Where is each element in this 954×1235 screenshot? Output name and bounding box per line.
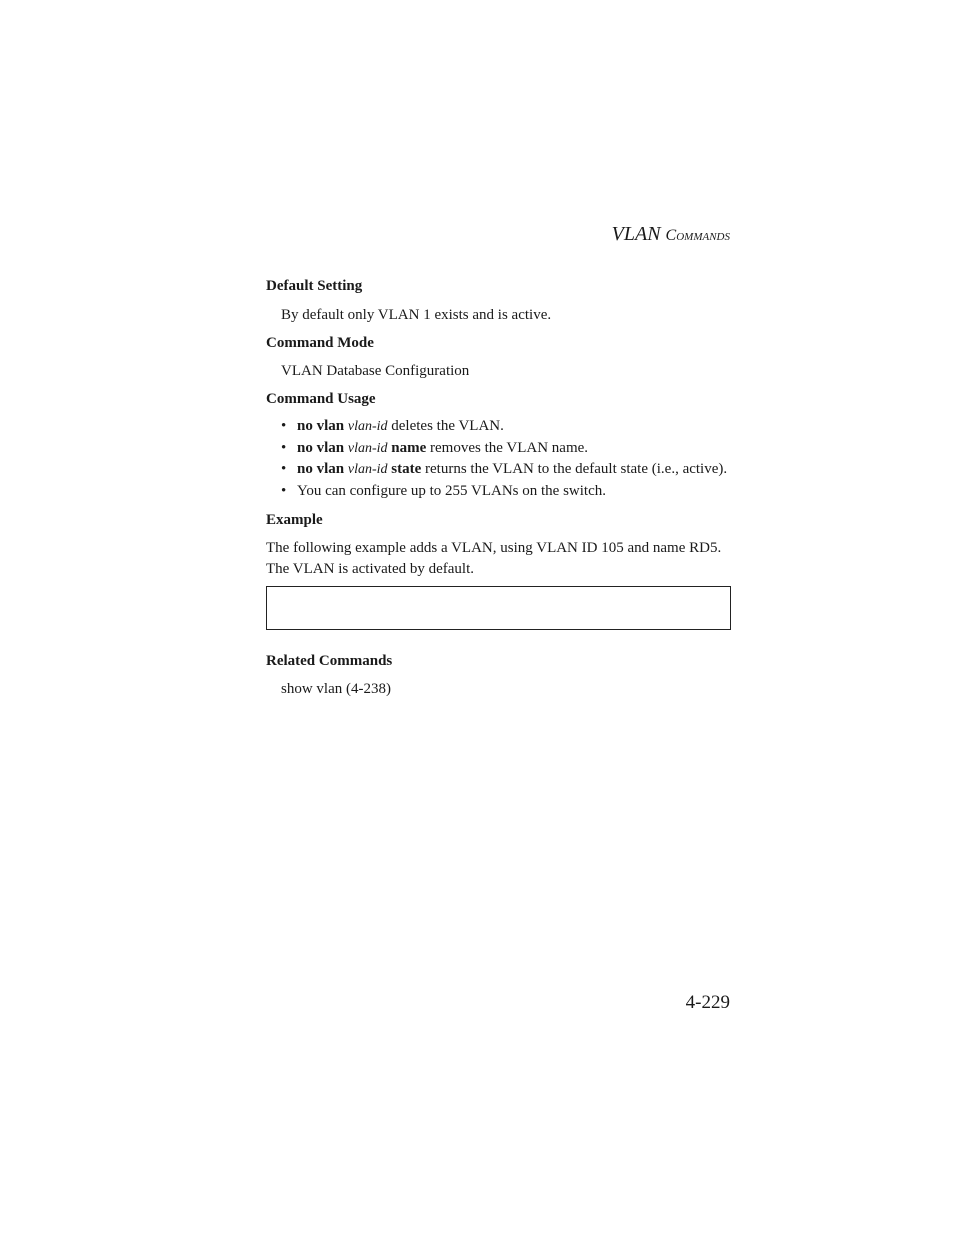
command-mode-heading: Command Mode	[266, 335, 374, 351]
example-heading: Example	[266, 512, 323, 528]
bullet-dot: •	[281, 461, 287, 478]
command-argument: vlan-id	[347, 462, 388, 478]
running-header	[500, 222, 730, 248]
command-usage-list	[281, 416, 727, 502]
command-keyword: no vlan	[297, 418, 345, 434]
example-text-line2: The VLAN is activated by default.	[266, 561, 474, 577]
list-item	[281, 438, 727, 460]
list-item	[281, 459, 727, 481]
bullet-dot: •	[281, 418, 287, 434]
command-keyword: no vlan	[297, 461, 345, 478]
related-command-link[interactable]: show vlan (4-238)	[281, 681, 391, 697]
command-description: removes the VLAN name.	[426, 439, 589, 456]
running-header-smallcaps: Commands	[665, 227, 730, 244]
command-argument: vlan-id	[347, 419, 388, 434]
list-item	[281, 416, 727, 438]
command-description: returns the VLAN to the default state (i.e., active).	[421, 461, 728, 478]
bullet-dot: •	[281, 482, 287, 499]
list-item	[281, 481, 727, 503]
command-argument: vlan-id	[347, 440, 388, 456]
command-usage-heading: Command Usage	[266, 391, 376, 407]
command-subkeyword: name	[391, 439, 427, 456]
related-commands-heading: Related Commands	[266, 653, 393, 669]
default-setting-heading: Default Setting	[266, 278, 363, 294]
running-header-main: VLAN	[611, 223, 666, 245]
command-keyword: no vlan	[297, 439, 345, 456]
default-setting-text: By default only VLAN 1 exists and is active.	[281, 307, 552, 323]
example-code-box	[266, 586, 731, 630]
example-text-line1: The following example adds a VLAN, using VLAN ID 105 and name RD5.	[266, 540, 722, 556]
page-number: 4-229	[685, 992, 730, 1013]
command-description: You can configure up to 255 VLANs on the switch.	[297, 482, 607, 499]
command-mode-text: VLAN Database Configuration	[281, 363, 470, 379]
command-description: deletes the VLAN.	[387, 418, 504, 434]
command-subkeyword: state	[391, 461, 422, 478]
bullet-dot: •	[281, 439, 287, 456]
